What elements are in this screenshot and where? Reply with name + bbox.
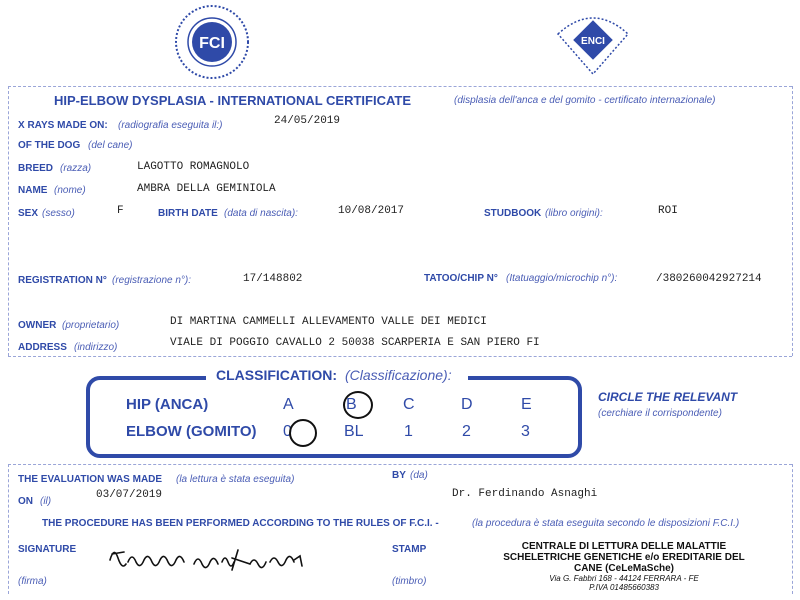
elbow-label: ELBOW (GOMITO) bbox=[126, 423, 257, 440]
stamp-label-it: (timbro) bbox=[392, 576, 427, 587]
hip-grade-a: A bbox=[283, 396, 294, 413]
stamp-line-2: SCHELETRICHE GENETICHE e/o EREDITARIE DEL bbox=[503, 552, 745, 563]
frame-lower-left bbox=[8, 464, 9, 594]
owner-label: OWNER bbox=[18, 320, 57, 331]
elbow-grade-bl: BL bbox=[344, 423, 364, 440]
hip-grade-e: E bbox=[521, 396, 532, 413]
address-value: VIALE DI POGGIO CAVALLO 2 50038 SCARPERIA E SAN PIERO FI bbox=[170, 337, 540, 349]
hip-selected-circle bbox=[343, 391, 373, 419]
sex-label-it: (sesso) bbox=[42, 208, 75, 219]
hip-grade-d: D bbox=[461, 396, 473, 413]
by-value: Dr. Ferdinando Asnaghi bbox=[452, 488, 598, 500]
breed-label-it: (razza) bbox=[60, 163, 92, 174]
on-label-it: (il) bbox=[40, 496, 52, 507]
frame-right bbox=[792, 86, 793, 356]
name-label-it: (nome) bbox=[54, 185, 86, 196]
breed-label: BREED bbox=[18, 163, 54, 174]
stamp-line-5: P.IVA 01485660383 bbox=[589, 583, 659, 592]
owner-label-it: (proprietario) bbox=[62, 320, 120, 331]
certificate-subtitle: (displasia dell'anca e del gomito - certificato internazionale) bbox=[454, 95, 716, 106]
certificate-title: HIP-ELBOW DYSPLASIA - INTERNATIONAL CERTIFICATE bbox=[54, 93, 412, 108]
owner-value: DI MARTINA CAMMELLI ALLEVAMENTO VALLE DEI MEDICI bbox=[170, 316, 487, 328]
elbow-grade-1: 1 bbox=[404, 423, 413, 440]
dog-label: OF THE DOG bbox=[18, 140, 81, 151]
hip-grade-b: B bbox=[346, 396, 357, 413]
xray-label: X RAYS MADE ON: bbox=[18, 120, 108, 131]
frame-mid bbox=[8, 356, 792, 357]
chip-value: /380260042927214 bbox=[656, 273, 762, 285]
procedure-text: THE PROCEDURE HAS BEEN PERFORMED ACCORDING TO THE RULES OF F.C.I. - bbox=[42, 518, 439, 529]
elbow-grade-3: 3 bbox=[521, 423, 530, 440]
frame-left bbox=[8, 86, 9, 356]
stamp-label: STAMP bbox=[392, 544, 427, 555]
dog-label-it: (del cane) bbox=[88, 140, 133, 151]
fci-logo bbox=[172, 4, 252, 80]
classification-title: CLASSIFICATION: bbox=[216, 367, 338, 383]
studbook-label-it: (libro origini): bbox=[545, 208, 603, 219]
studbook-label: STUDBOOK bbox=[484, 208, 542, 219]
xray-date: 24/05/2019 bbox=[274, 115, 341, 127]
name-value: AMBRA DELLA GEMINIOLA bbox=[137, 183, 276, 195]
address-label: ADDRESS bbox=[18, 342, 67, 353]
registration-value: 17/148802 bbox=[243, 273, 303, 285]
frame-lower-right bbox=[792, 464, 793, 594]
procedure-text-it: (la procedura è stata eseguita secondo le disposizioni F.C.I.) bbox=[472, 518, 740, 529]
elbow-selected-circle bbox=[289, 419, 317, 447]
classification-title-it: (Classificazione): bbox=[345, 367, 452, 383]
sex-label: SEX bbox=[18, 208, 39, 219]
studbook-value: ROI bbox=[658, 205, 678, 217]
handwritten-signature bbox=[104, 540, 314, 580]
registration-label: REGISTRATION N° bbox=[18, 275, 107, 286]
evaluation-label-it: (la lettura è stata eseguita) bbox=[176, 474, 295, 485]
chip-label-it: (Itatuaggio/microchip n°): bbox=[506, 273, 618, 284]
name-label: NAME bbox=[18, 185, 48, 196]
address-label-it: (indirizzo) bbox=[74, 342, 118, 353]
stamp-line-4: Via G. Fabbri 168 - 44124 FERRARA - FE bbox=[549, 574, 699, 583]
stamp-line-3: CANE (CeLeMaSche) bbox=[573, 563, 675, 574]
by-label: BY bbox=[392, 470, 406, 481]
enci-logo bbox=[548, 4, 638, 76]
sex-value: F bbox=[117, 205, 124, 217]
xray-label-it: (radiografia eseguita il:) bbox=[118, 120, 223, 131]
signature-label: SIGNATURE bbox=[18, 544, 77, 555]
elbow-grade-2: 2 bbox=[462, 423, 471, 440]
frame-top bbox=[8, 86, 792, 87]
classification-box bbox=[86, 376, 582, 458]
registration-label-it: (registrazione n°): bbox=[112, 275, 192, 286]
frame-lower bbox=[8, 464, 792, 465]
svg-text:ENCI: ENCI bbox=[581, 36, 605, 47]
circle-note-it: (cerchiare il corrispondente) bbox=[598, 408, 722, 419]
evaluation-label: THE EVALUATION WAS MADE bbox=[18, 474, 163, 485]
hip-grade-c: C bbox=[403, 396, 415, 413]
signature-label-it: (firma) bbox=[18, 576, 47, 587]
stamp-block bbox=[486, 541, 762, 592]
circle-note: CIRCLE THE RELEVANT bbox=[598, 390, 738, 404]
birth-value: 10/08/2017 bbox=[338, 205, 405, 217]
chip-label: TATOO/CHIP N° bbox=[424, 273, 498, 284]
hip-label: HIP (ANCA) bbox=[126, 396, 209, 413]
on-value: 03/07/2019 bbox=[96, 489, 163, 501]
birth-label: BIRTH DATE bbox=[158, 208, 218, 219]
breed-value: LAGOTTO ROMAGNOLO bbox=[137, 161, 250, 173]
on-label: ON bbox=[18, 496, 33, 507]
by-label-it: (da) bbox=[410, 470, 428, 481]
elbow-grade-0: 0 bbox=[283, 423, 292, 440]
svg-text:FCI: FCI bbox=[199, 35, 225, 52]
stamp-line-1: CENTRALE DI LETTURA DELLE MALATTIE bbox=[521, 541, 727, 552]
birth-label-it: (data di nascita): bbox=[224, 208, 298, 219]
